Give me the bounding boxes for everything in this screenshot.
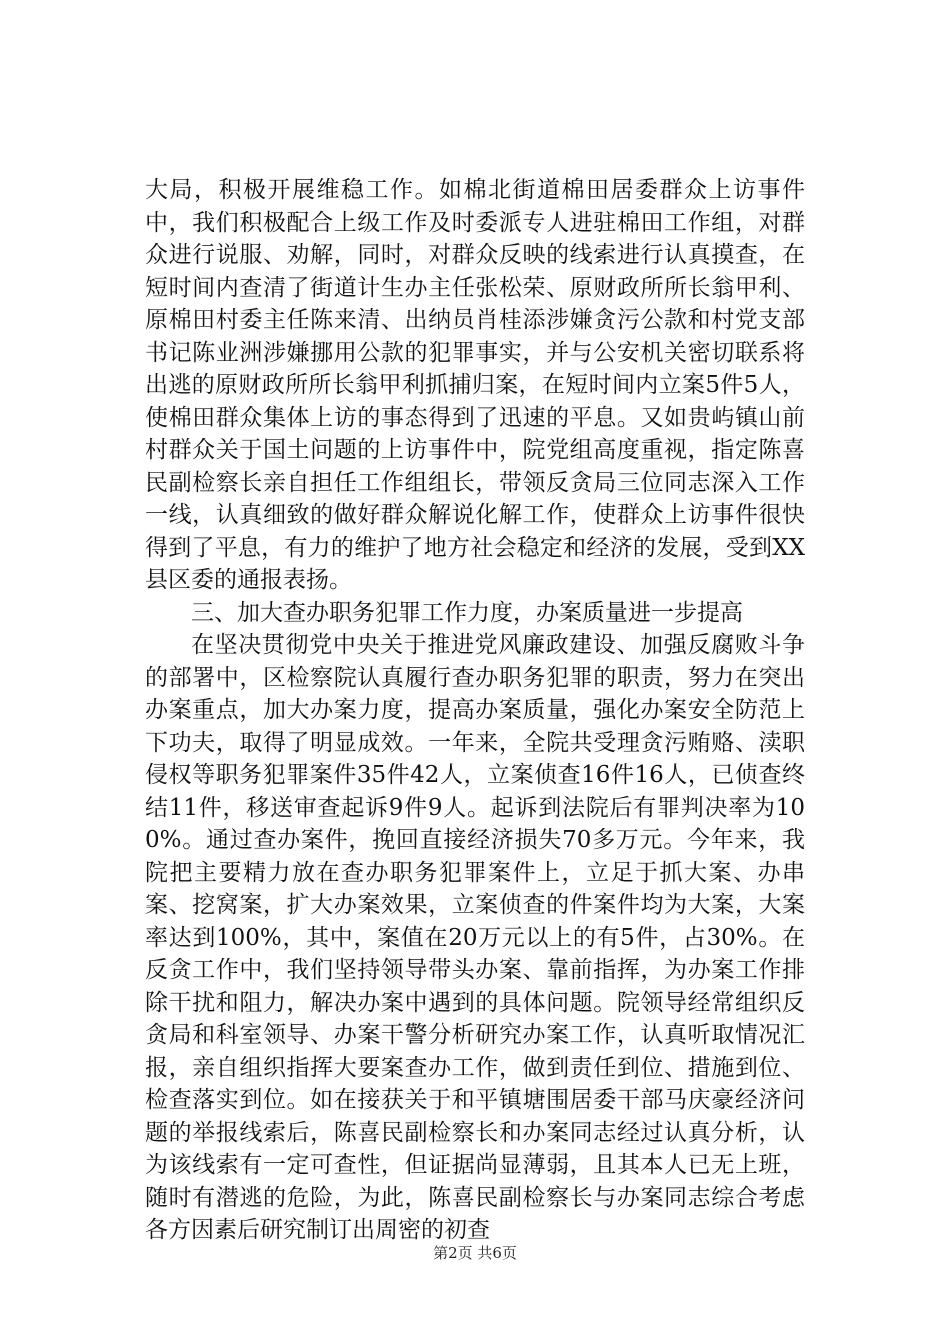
paragraph-investigation: 在坚决贯彻党中央关于推进党风廉政建设、加强反腐败斗争的部署中，区检察院认真履行查办职务犯罪的职责，努力在突出办案重点，加大办案力度，提高办案质量，强化办案安全防范上下功夫，取得了明显成效。一年来，全院共受理贪污贿赂、渎职侵权等职务犯罪案件35件42人，立案侦查16件16人，已侦查终结11件，移送审查起诉9件9人。起诉到法院后有罪判决率为100%。通过查办案件，挽回直接经济损失70多万元。今年来，我院把主要精力放在查办职务犯罪案件上，立足于抓大案、办串案、挖窝案，扩大办案效果，立案侦查的件案件均为大案，大案率达到100%，其中，案值在20万元以上的有5件，占30%。在反贪工作中，我们坚持领导带头办案、靠前指挥，为办案工作排除干扰和阻力，解决办案中遇到的具体问题。院领导经常组织反贪局和科室领导、办案干警分析研究办案工作，认真听取情况汇报，亲自组织指挥大要案查办工作，做到责任到位、措施到位、检查落实到位。如在接获关于和平镇塘围居委干部马庆豪经济问题的举报线索后，陈喜民副检察长和办案同志经过认真分析，认为该线索有一定可查性，但证据尚显薄弱，且其本人已无上班，随时有潜逃的危险，为此，陈喜民副检察长与办案同志综合考虑各方因素后研究制订出周密的初查 (145, 632, 805, 1243)
document-body (145, 174, 805, 1247)
paragraph-continued: 大局，积极开展维稳工作。如棉北街道棉田居委群众上访事件中，我们积极配合上级工作及时委派专人进驻棉田工作组，对群众进行说服、劝解，同时，对群众反映的线索进行认真摸查，在短时间内查清了街道计生办主任张松荣、原财政所所长翁甲利、原棉田村委主任陈来清、出纳员肖桂添涉嫌贪污公款和村党支部书记陈业洲涉嫌挪用公款的犯罪事实，并与公安机关密切联系将出逃的原财政所所长翁甲利抓捕归案，在短时间内立案5件5人，使棉田群众集体上访的事态得到了迅速的平息。又如贵屿镇山前村群众关于国土问题的上访事件中，院党组高度重视，指定陈喜民副检察长亲自担任工作组组长，带领反贪局三位同志深入工作一线，认真细致的做好群众解说化解工作，使群众上访事件很快得到了平息，有力的维护了地方社会稳定和经济的发展，受到XX县区委的通报表扬。 (145, 177, 805, 593)
page-footer: 第2页 共6页 (433, 1244, 517, 1262)
section-heading: 三、加大查办职务犯罪工作力度，办案质量进一步提高 (191, 599, 743, 626)
